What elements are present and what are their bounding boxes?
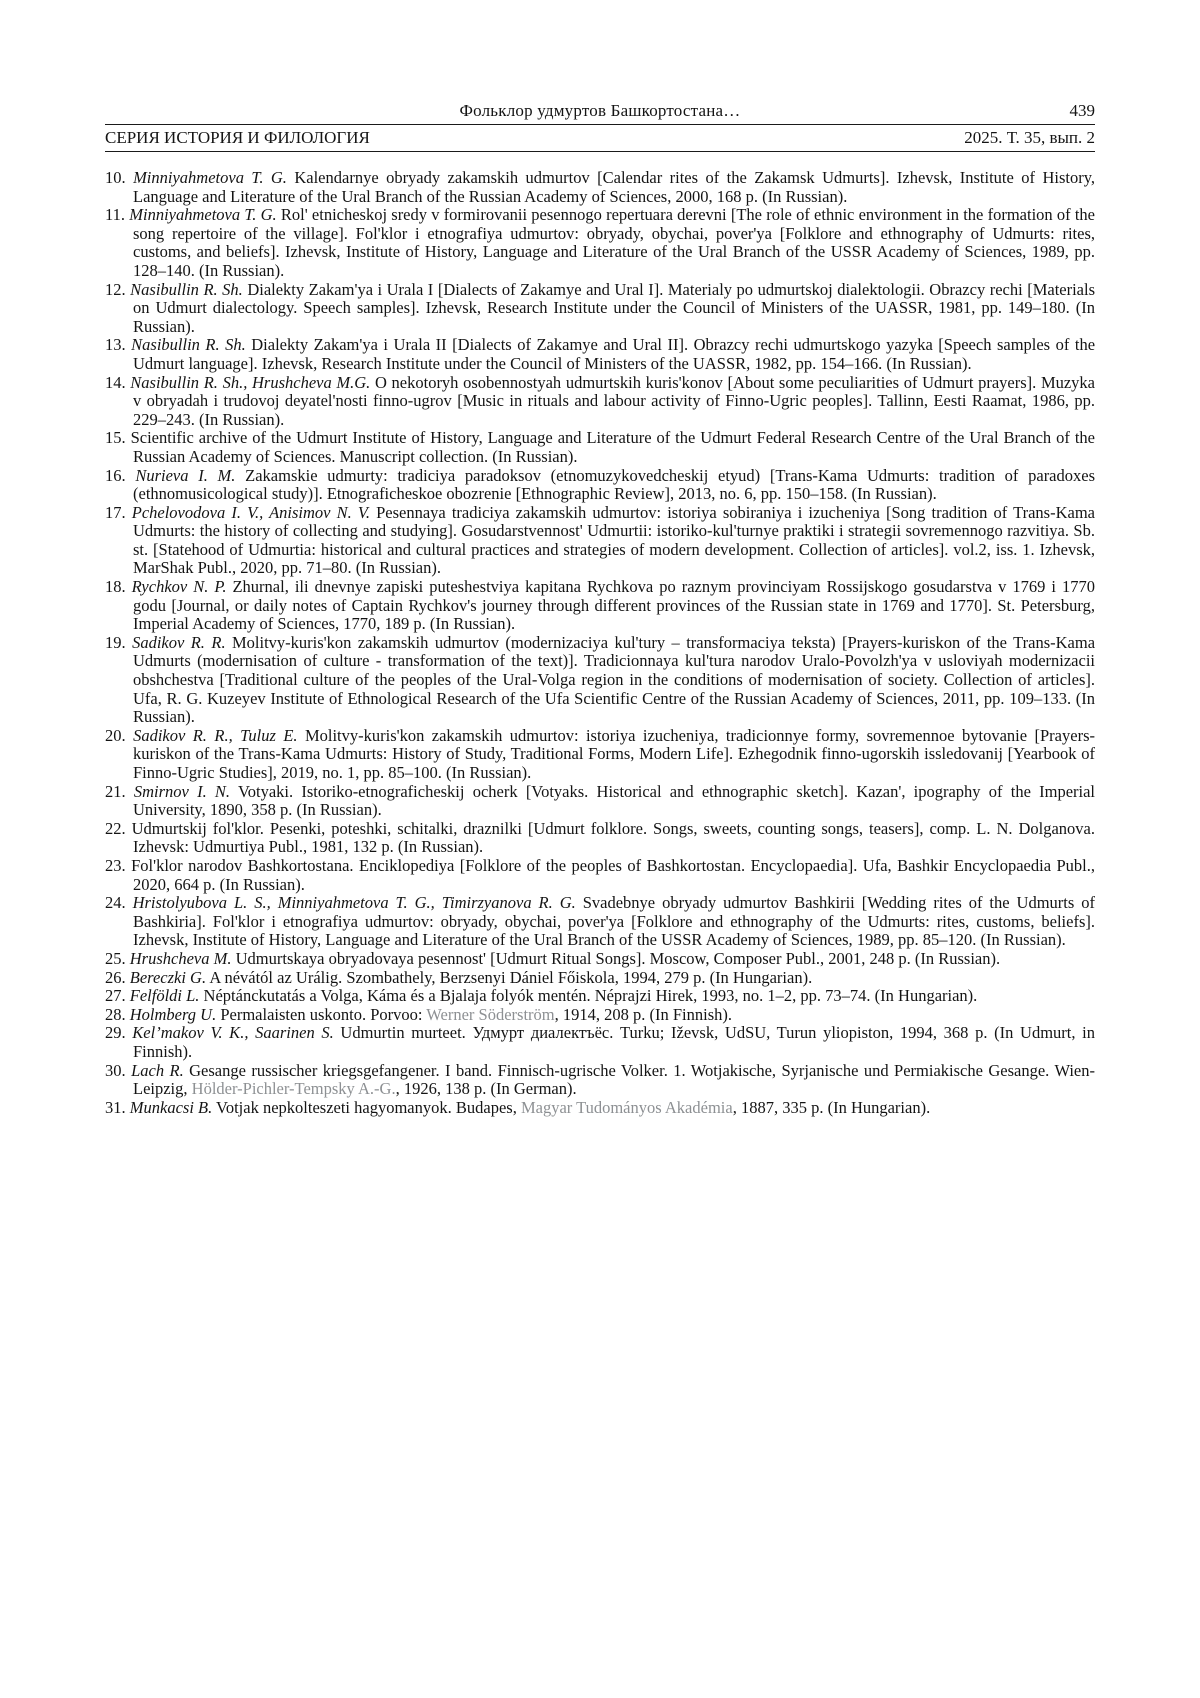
reference-authors: Rychkov N. P. [131, 577, 227, 597]
reference-text: Dialekty Zakam'ya i Urala I [Dialects of Zakamye and Ural I]. Materialy po udmurtskoj dialektologii. Obrazcy rechi [Materials on Udmurt dialectology. Speech samples]. Izhevsk, Research Institute under the Council of Ministers of the UASSR, 1981, pp. 149–180. (In Russian). [133, 279, 1096, 336]
reference-authors: Holmberg U. [129, 1004, 217, 1024]
reference-item [105, 504, 1095, 578]
running-title: Фольклор удмуртов Башкортостана… [459, 101, 741, 120]
reference-number: 14. [105, 372, 131, 392]
reference-text: Fol'klor narodov Bashkortostana. Enciklopediya [Folklore of the peoples of Bashkortostan. Encyclopaedia]. Ufa, Bashkir Encyclopaedia Publ., 2020, 664 p. (In Russian). [131, 855, 1096, 894]
reference-text: Svadebnye obryady udmurtov Bashkirii [Wedding rites of the Udmurts of Bashkiria]. Fol'klor i etnografiya udmurtov: obryady, obychai, pover'ya [Folklore and ethnography of the Udmurts: rites, customs, beliefs]. Izhevsk, Institute of History, Language and Literature of the Ural Branch of the USSR Academy of Sciences, 1989, pp. 85–120. (In Russian). [133, 893, 1095, 950]
issue-info: 2025. Т. 35, вып. 2 [964, 128, 1095, 147]
references-list [105, 169, 1095, 1117]
reference-text: O nekotoryh osobennostyah udmurtskih kuris'konov [About some peculiarities of Udmurt prayers]. Muzyka v obryadah i trudovoj deyatel'nosti finno-ugrov [Music in rituals and labour activity of Finno-Ugric peoples]. Tallinn, Eesti Raamat, 1986, pp. 229–243. (In Russian). [133, 372, 1096, 429]
reference-number: 24. [105, 893, 133, 913]
reference-authors: Munkacsi B. [129, 1097, 213, 1117]
reference-item [105, 1024, 1095, 1061]
reference-number: 31. [105, 1097, 130, 1117]
reference-authors: Nasibullin R. Sh. [130, 279, 243, 299]
reference-text: Votjak nepkolteszeti hagyomanyok. Budapes, [212, 1097, 521, 1117]
series-header-row [105, 127, 1095, 148]
reference-authors: Smirnov I. N. [133, 781, 231, 801]
reference-text: Néptánckutatás a Volga, Káma és a Bjalaja folyók mentén. Néprajzi Hirek, 1993, no. 1–2, pp. 73–74. (In Hungarian). [199, 986, 978, 1006]
reference-number: 16. [105, 465, 136, 485]
reference-item [105, 281, 1095, 337]
reference-item [105, 950, 1095, 969]
reference-text: Molitvy-kuris'kon zakamskih udmurtov (modernizaciya kul'tury – transformaciya teksta) [Prayers-kuriskon of the Trans-Kama Udmurts (modernisation of culture - transformation of the text)]. Tradicionnaya kul'tura narodov Uralo-Povolzh'ya v usloviyah modernizacii obshchestva [Traditional culture of the peoples of the Ural-Volga region in the conditions of modernisation of society. Collection of articles]. Ufa, R. G. Kuzeyev Institute of Ethnological Research of the Ufa Scientific Centre of the Russian Academy of Sciences, 2011, pp. 109–133. (In Russian). [133, 632, 1096, 727]
reference-item [105, 894, 1095, 950]
reference-number: 13. [105, 335, 132, 355]
reference-item [105, 429, 1095, 466]
reference-authors: Nurieva I. M. [135, 465, 236, 485]
reference-text: Pesennaya tradiciya zakamskih udmurtov: istoriya sobiraniya i izucheniya [Song tradition of Trans-Kama Udmurts: the history of collecting and studying]. Gosudarstvennost' Udmurtii: istoriko-kul'turnye praktiki i strategii sovremennogo razvitiya. Sb. st. [Statehood of Udmurtia: historical and cultural practices and strategies of modern development. Collection of articles]. vol.2, iss. 1. Izhevsk, MarShak Publ., 2020, pp. 71–80. (In Russian). [133, 502, 1095, 578]
reference-authors: Sadikov R. R., Tuluz E. [133, 725, 298, 745]
header-rule-bottom [105, 151, 1095, 152]
reference-publisher-link[interactable]: Werner Söderström [426, 1004, 555, 1024]
reference-item [105, 578, 1095, 634]
reference-item [105, 336, 1095, 373]
reference-text: Kalendarnye obryady zakamskih udmurtov [Calendar rites of the Zakamsk Udmurts]. Izhevsk, Institute of History, Language and Literature of the Ural Branch of the Russian Academy of Sciences, 2000, 168 p. (In Russian). [133, 168, 1095, 206]
reference-authors: Felföldi L. [129, 986, 200, 1006]
reference-number: 20. [105, 725, 134, 745]
reference-item [105, 987, 1095, 1006]
reference-text: Udmurtin murteet. Удмурт диалектъёс. Turku; Iževsk, UdSU, Turun yliopiston, 1994, 368 p. (In Udmurt, in Finnish). [133, 1023, 1096, 1061]
reference-publisher-link[interactable]: Hölder-Pichler-Tempsky A.-G. [191, 1079, 396, 1099]
reference-text: A névától az Urálig. Szombathely, Berzsenyi Dániel Főiskola, 1994, 279 p. (In Hungarian). [206, 967, 813, 987]
reference-number: 30. [105, 1060, 132, 1080]
reference-number: 10. [105, 168, 134, 187]
reference-authors: Minniyahmetova T. G. [129, 205, 277, 225]
reference-number: 23. [105, 855, 132, 875]
header-rule-top [105, 124, 1095, 125]
reference-number: 26. [105, 967, 130, 987]
reference-item [105, 467, 1095, 504]
page-number: 439 [1069, 101, 1095, 120]
reference-authors: Sadikov R. R. [132, 632, 226, 652]
reference-item [105, 727, 1095, 783]
reference-item [105, 1099, 1095, 1118]
reference-number: 12. [105, 279, 131, 299]
reference-number: 27. [105, 986, 130, 1006]
reference-text: , 1926, 138 p. (In German). [395, 1079, 577, 1099]
reference-authors: Hrushcheva M. [129, 948, 232, 968]
reference-authors: Hristolyubova L. S., Minniyahmetova T. G., Timirzyanova R. G. [132, 893, 576, 913]
reference-authors: Minniyahmetova T. G. [133, 168, 287, 187]
reference-item [105, 206, 1095, 280]
reference-text: Rol' etnicheskoj sredy v formirovanii pesennogo repertuara derevni [The role of ethnic environment in the formation of the song repertoire of the village]. Fol'klor i etnografiya udmurtov: obryady, obychai, pover'ya [Folklore and ethnography of Udmurts: rites, customs, and beliefs]. Izhevsk, Institute of History, Language and Literature of the Ural Branch of the USSR Academy of Sciences, 1989, pp. 128–140. (In Russian). [133, 205, 1095, 280]
running-header-row [105, 100, 1095, 121]
reference-authors: Pchelovodova I. V., Anisimov N. V. [131, 502, 370, 522]
reference-publisher-link[interactable]: Magyar Tudományos Akadémia [520, 1097, 733, 1117]
reference-text: Zakamskie udmurty: tradiciya paradoksov (etnomuzykovedcheskij etyud) [Trans-Kama Udmurts: tradition of paradoxes (ethnomusicological study)]. Etnograficheskoe obozrenie [Ethnographic Review], 2013, no. 6, pp. 150–158. (In Russian). [133, 465, 1096, 504]
reference-text: Zhurnal, ili dnevnye zapiski puteshestviya kapitana Rychkova po raznym provinciyam Rossijskogo gosudarstva v 1769 i 1770 godu [Journal, or daily notes of Captain Rychkov's journey through different provinces of the Russian state in 1769 and 1770]. St. Petersburg, Imperial Academy of Sciences, 1770, 189 p. (In Russian). [133, 577, 1095, 634]
reference-item [105, 820, 1095, 857]
reference-item [105, 969, 1095, 988]
reference-item [105, 634, 1095, 727]
reference-number: 25. [105, 948, 130, 968]
series-title: СЕРИЯ ИСТОРИЯ И ФИЛОЛОГИЯ [105, 128, 370, 147]
reference-authors: Lach R. [131, 1060, 184, 1080]
reference-number: 28. [105, 1004, 130, 1024]
reference-text: Udmurtskaya obryadovaya pesennost' [Udmurt Ritual Songs]. Moscow, Composer Publ., 2001, 248 p. (In Russian). [231, 948, 1001, 968]
page-header [105, 100, 1095, 152]
reference-authors: Nasibullin R. Sh. [131, 335, 246, 355]
reference-number: 11. [105, 205, 130, 225]
reference-text: , 1914, 208 p. (In Finnish). [554, 1004, 732, 1024]
reference-item [105, 169, 1095, 206]
reference-number: 15. [105, 428, 131, 448]
reference-number: 19. [105, 632, 133, 652]
reference-item [105, 374, 1095, 430]
reference-item [105, 857, 1095, 894]
reference-text: Molitvy-kuris'kon zakamskih udmurtov: istoriya izucheniya, tradicionnye formy, sovremennoe bytovanie [Prayers-kuriskon of the Trans-Kama Udmurts: History of Study, Traditional Forms, Modern Life]. Ezhegodnik finno-ugorskih issledovanij [Yearbook of Finno-Ugric Studies], 2019, no. 1, pp. 85–100. (In Russian). [133, 725, 1095, 782]
reference-item [105, 1006, 1095, 1025]
reference-authors: Nasibullin R. Sh., Hrushcheva M.G. [130, 372, 371, 392]
reference-authors: Bereczki G. [129, 967, 207, 987]
reference-authors: Kel’makov V. K., Saarinen S. [132, 1023, 334, 1043]
reference-number: 17. [105, 502, 132, 522]
reference-text: Udmurtskij fol'klor. Pesenki, poteshki, schitalki, draznilki [Udmurt folklore. Songs, sweets, counting songs, teasers], comp. L. N. Dolganova. Izhevsk: Udmurtiya Publ., 1981, 132 p. (In Russian). [131, 818, 1096, 857]
reference-text: Votyaki. Istoriko-etnograficheskij ocherk [Votyaks. Historical and ethnographic sketch]. Kazan', ipography of the Imperial University, 1890, 358 p. (In Russian). [133, 781, 1096, 820]
reference-number: 29. [105, 1023, 133, 1043]
reference-number: 21. [105, 781, 134, 801]
reference-item [105, 783, 1095, 820]
reference-text: Permalaisten uskonto. Porvoo: [216, 1004, 427, 1024]
reference-text: Gesange russischer kriegsgefangener. I band. Finnisch-ugrische Volker. 1. Wotjakische, Syrjanische und Permiakische Gesange. Wien-Leipzig, [133, 1060, 1096, 1099]
reference-text: , 1887, 335 p. (In Hungarian). [732, 1097, 931, 1117]
reference-number: 18. [105, 577, 132, 597]
reference-number: 22. [105, 818, 132, 838]
reference-text: Dialekty Zakam'ya i Urala II [Dialects of Zakamye and Ural II]. Obrazcy rechi udmurtskogo yazyka [Speech samples of the Udmurt language]. Izhevsk, Research Institute under the Council of Ministers of the UASSR, 1982, pp. 154–166. (In Russian). [133, 335, 1096, 373]
reference-item [105, 1062, 1095, 1099]
reference-text: Scientific archive of the Udmurt Institute of History, Language and Literature of the Udmurt Federal Research Centre of the Ural Branch of the Russian Academy of Sciences. Manuscript collection. (In Russian). [130, 428, 1095, 466]
